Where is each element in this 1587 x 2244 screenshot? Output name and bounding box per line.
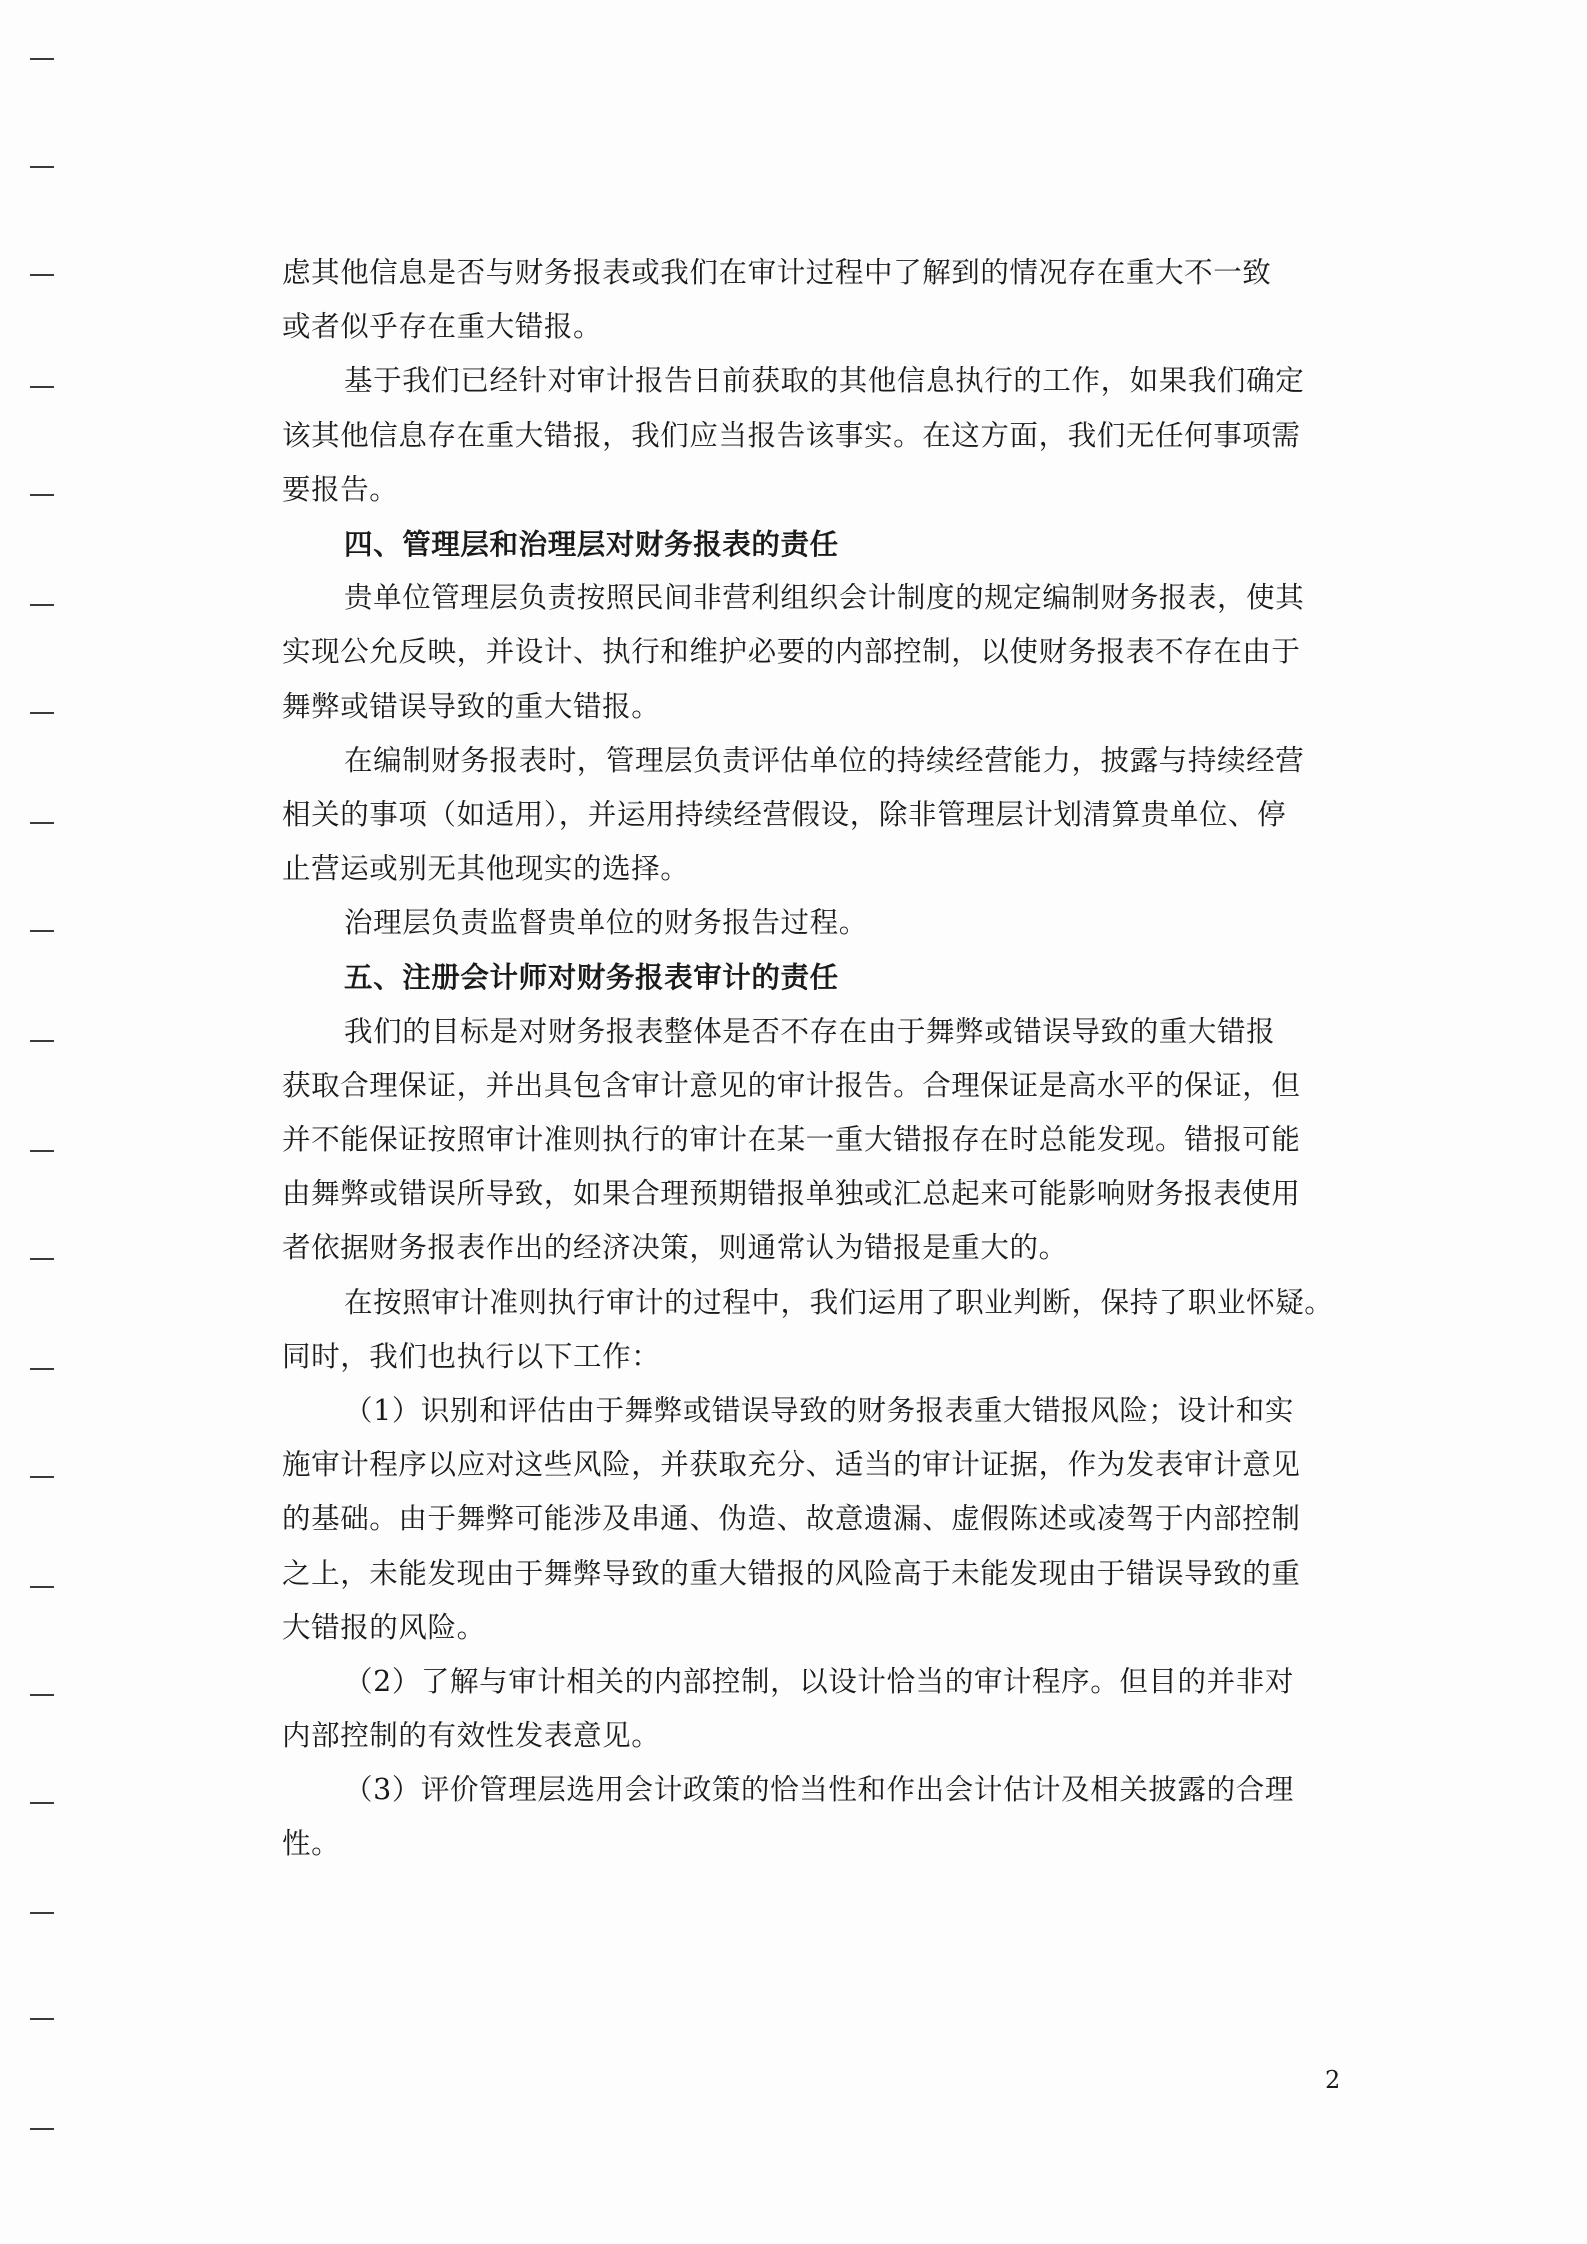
- margin-tick: [30, 1368, 54, 1370]
- text-line: 施审计程序以应对这些风险，并获取充分、适当的审计证据，作为发表审计意见: [282, 1448, 1301, 1482]
- text-line: 在编制财务报表时，管理层负责评估单位的持续经营能力，披露与持续经营: [344, 743, 1305, 777]
- text-line: 同时，我们也执行以下工作：: [282, 1339, 661, 1373]
- text-line: 贵单位管理层负责按照民间非营利组织会计制度的规定编制财务报表，使其: [344, 581, 1305, 615]
- margin-tick: [30, 1586, 54, 1588]
- page-number: 2: [1325, 2066, 1341, 2094]
- text-line: 相关的事项（如适用），并运用持续经营假设，除非管理层计划清算贵单位、停: [282, 797, 1287, 831]
- text-line: 内部控制的有效性发表意见。: [282, 1719, 661, 1753]
- margin-tick: [30, 494, 54, 496]
- margin-tick: [30, 58, 54, 60]
- document-body: [282, 246, 1360, 1872]
- section-heading: 四、管理层和治理层对财务报表的责任: [344, 526, 839, 561]
- section-heading: 五、注册会计师对财务报表审计的责任: [344, 960, 839, 995]
- text-line: 之上，未能发现由于舞弊导致的重大错报的风险高于未能发现由于错误导致的重: [282, 1556, 1301, 1590]
- text-line: 并不能保证按照审计准则执行的审计在某一重大错报存在时总能发现。错报可能: [282, 1123, 1301, 1156]
- text-line: （1）识别和评估由于舞弊或错误导致的财务报表重大错报风险；设计和实: [344, 1393, 1294, 1427]
- text-line: 该其他信息存在重大错报，我们应当报告该事实。在这方面，我们无任何事项需: [282, 418, 1301, 452]
- margin-tick: [30, 1802, 54, 1804]
- text-line: 要报告。: [282, 472, 399, 506]
- margin-tick: [30, 1694, 54, 1696]
- text-line: 大错报的风险。: [282, 1610, 486, 1644]
- text-line: 的基础。由于舞弊可能涉及串通、伪造、故意遗漏、虚假陈述或凌驾于内部控制: [282, 1502, 1301, 1536]
- margin-tick: [30, 2018, 54, 2020]
- margin-tick: [30, 604, 54, 606]
- text-line: 者依据财务报表作出的经济决策，则通常认为错报是重大的。: [282, 1231, 1068, 1265]
- text-line: 性。: [282, 1827, 341, 1861]
- text-line: 止营运或别无其他现实的选择。: [282, 852, 690, 886]
- text-line: 获取合理保证，并出具包含审计意见的审计报告。合理保证是高水平的保证，但: [282, 1068, 1301, 1102]
- text-line: 基于我们已经针对审计报告日前获取的其他信息执行的工作，如果我们确定: [344, 364, 1305, 398]
- margin-tick: [30, 712, 54, 714]
- margin-tick: [30, 822, 54, 824]
- text-line: 或者似乎存在重大错报。: [282, 310, 603, 344]
- text-line: 在按照审计准则执行审计的过程中，我们运用了职业判断，保持了职业怀疑。: [344, 1285, 1334, 1319]
- text-line: （2）了解与审计相关的内部控制，以设计恰当的审计程序。但目的并非对: [344, 1664, 1294, 1698]
- text-line: 由舞弊或错误所导致，如果合理预期错报单独或汇总起来可能影响财务报表使用: [282, 1177, 1301, 1211]
- margin-tick: [30, 166, 54, 168]
- text-line: 舞弊或错误导致的重大错报。: [282, 689, 661, 723]
- margin-tick: [30, 2128, 54, 2130]
- text-line: 我们的目标是对财务报表整体是否不存在由于舞弊或错误导致的重大错报: [344, 1014, 1276, 1048]
- margin-tick: [30, 386, 54, 388]
- text-line: （3）评价管理层选用会计政策的恰当性和作出会计估计及相关披露的合理: [344, 1773, 1294, 1807]
- text-line: 实现公允反映，并设计、执行和维护必要的内部控制，以使财务报表不存在由于: [282, 635, 1301, 669]
- margin-tick: [30, 1258, 54, 1260]
- margin-tick: [30, 1040, 54, 1042]
- text-line: 治理层负责监督贵单位的财务报告过程。: [344, 906, 868, 940]
- margin-tick: [30, 930, 54, 932]
- margin-tick: [30, 274, 54, 276]
- text-line: 虑其他信息是否与财务报表或我们在审计过程中了解到的情况存在重大不一致: [282, 256, 1272, 289]
- binding-margin-marks: [0, 0, 80, 2244]
- margin-tick: [30, 1476, 54, 1478]
- margin-tick: [30, 1150, 54, 1152]
- margin-tick: [30, 1912, 54, 1914]
